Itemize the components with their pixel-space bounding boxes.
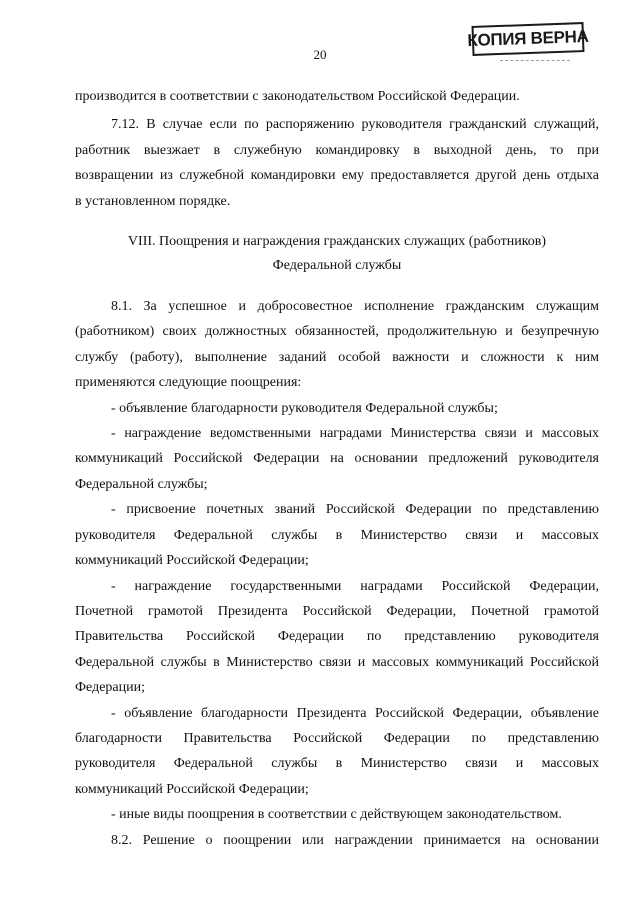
paragraph-intro-continuation [75,84,599,109]
text-line: (работником) своих должностных обязанностей, продолжительную и безупречную [75,324,599,340]
section-heading-line: Федеральной службы [272,258,402,274]
text-line: службу (работу), выполнение заданий особой важности и сложности к ним [75,349,599,365]
text-line: Правительства Российской Федерации по представлению руководителя [75,629,599,645]
text-line: Федеральной службы в Министерство связи и массовых коммуникаций Российской [75,654,599,670]
text-line: руководителя Федеральной службы в Министерство связи и массовых [75,756,599,772]
text-line: - иные виды поощрения в соответствии с действующем законодательством. [111,807,562,823]
text-line: - присвоение почетных званий Российской Федерации по представлению [111,502,599,518]
text-line: - объявление благодарности Президента Российской Федерации, объявление [111,705,599,721]
text-line: коммуникаций Российской Федерации; [75,781,309,797]
page-number: 20 [313,47,327,62]
list-item-gratitude-head [75,396,599,421]
list-item-state-awards [75,574,599,701]
list-item-gratitude-president [75,701,599,803]
text-line: руководителя Федеральной службы в Министерство связи и массовых [75,527,599,543]
text-line: 8.2. Решение о поощрении или награждении принимается на основании [111,832,599,848]
paragraph-7-12 [75,112,599,214]
copy-certified-stamp [467,22,589,56]
spacer [75,278,599,294]
text-line: производится в соответствии с законодательством Российской Федерации. [75,89,520,104]
section-heading-viii [75,230,599,278]
text-line: в установленном порядке. [75,193,231,209]
list-item-other-incentives [75,802,599,827]
text-line: коммуникаций Российской Федерации; [75,553,309,569]
text-line: Почетной грамотой Президента Российской Федерации, Почетной грамотой [75,603,599,619]
text-line: коммуникаций Российской Федерации на основании предложений руководителя [75,451,599,467]
text-line: 8.1. За успешное и добросовестное исполнение гражданским служащим [111,299,599,315]
text-line: возвращении из служебной командировки ему предоставляется другой день отдыха [75,168,599,184]
text-line: Федеральной службы; [75,476,208,492]
text-line: 7.12. В случае если по распоряжению руководителя гражданский служащий, [111,117,599,133]
list-item-honorary-titles [75,497,599,573]
spacer [75,214,599,230]
text-line: Федерации; [75,680,146,696]
text-line: - объявление благодарности руководителя Федеральной службы; [111,400,498,416]
text-line: применяются следующие поощрения: [75,375,302,391]
text-line: работник выезжает в служебную командировку в выходной день, то при [75,142,599,158]
text-line: благодарности Правительства Российской Федерации по представлению [75,730,599,746]
list-item-departmental-awards [75,421,599,497]
section-heading-line: VIII. Поощрения и награждения гражданских служащих (работников) [127,234,547,250]
text-line: - награждение государственными наградами Российской Федерации, [111,578,599,594]
document-body [75,84,599,853]
stamp-dashes-decoration [500,60,570,63]
stamp-text: КОПИЯ ВЕРНА [467,26,589,51]
text-line: - награждение ведомственными наградами Министерства связи и массовых [111,426,599,442]
paragraph-8-2 [75,828,599,853]
paragraph-8-1 [75,294,599,396]
